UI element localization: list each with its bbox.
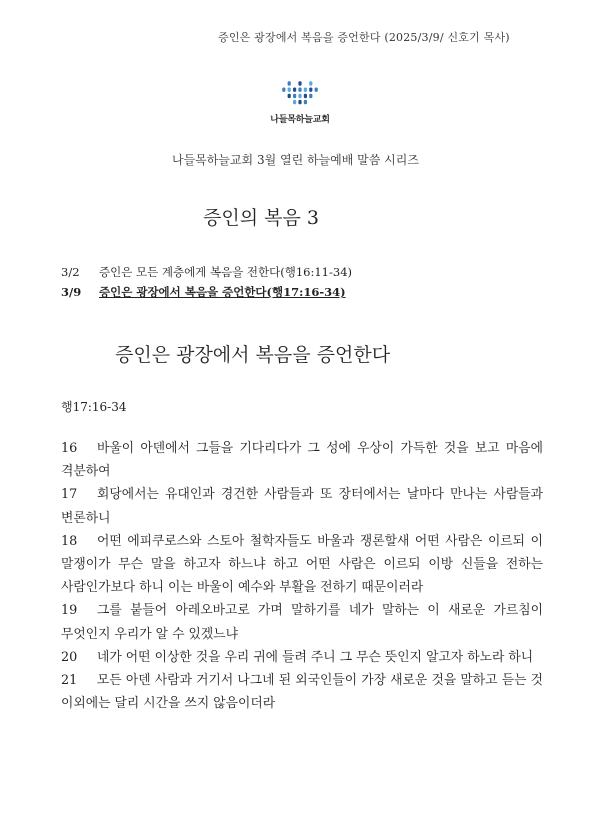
verse-text: 회당에서는 유대인과 경건한 사람들과 또 장터에서는 날마다 만나는 사람들과 변론하니 xyxy=(61,487,543,526)
verse-number: 21 xyxy=(61,673,78,689)
verse-text: 바울이 아덴에서 그들을 기다리다가 그 성에 우상이 가득한 것을 보고 마음에 격분하여 xyxy=(61,441,543,480)
sermon-item xyxy=(61,262,561,282)
verse-text: 모든 아덴 사람과 거기서 나그네 된 외국인들이 가장 새로운 것을 말하고 듣는 것 이외에는 달리 시간을 쓰지 않음이더라 xyxy=(61,673,543,712)
church-logo-dots-icon xyxy=(280,80,320,108)
verse-number: 19 xyxy=(61,603,78,619)
logo-dot xyxy=(298,94,301,98)
verse xyxy=(61,646,543,669)
logo-dot xyxy=(288,81,291,85)
logo-dot xyxy=(304,100,307,104)
verse xyxy=(61,483,543,529)
sermon-item-current xyxy=(61,282,561,302)
scripture-reference: 행17:16-34 xyxy=(61,400,127,414)
sermon-list xyxy=(61,262,561,302)
logo-dot xyxy=(298,81,301,85)
sermon-date: 3/9 xyxy=(61,285,82,299)
church-name: 나들목하늘교회 xyxy=(270,115,330,125)
logo-dot xyxy=(309,81,312,85)
logo-dot xyxy=(293,88,296,92)
series-title: 증인의 복음 3 xyxy=(203,207,319,229)
verse-text: 어떤 에피쿠로스와 스토아 철학자들도 바울과 쟁론할새 어떤 사람은 이르되 이 말쟁이가 무슨 말을 하고자 하느냐 하고 어떤 사람은 이르되 이방 신들을 전하는 사람인가보다 하니 이는 바울이 예수와 부활을 전하기 때문이러라 xyxy=(61,533,543,596)
verse-number: 16 xyxy=(61,441,78,456)
logo-dot xyxy=(298,100,301,104)
logo-dot xyxy=(298,88,301,92)
logo-dot xyxy=(309,94,312,98)
verse-number: 17 xyxy=(61,487,78,503)
logo-dot xyxy=(315,88,318,92)
verse-text: 그를 붙들어 아레오바고로 가며 말하기를 네가 말하는 이 새로운 가르침이 무엇인지 우리가 알 수 있겠느냐 xyxy=(61,603,543,642)
series-subtitle: 나들목하늘교회 3월 열린 하늘예배 말씀 시리즈 xyxy=(172,153,419,167)
verse-text: 네가 어떤 이상한 것을 우리 귀에 들려 주니 그 무슨 뜻인지 알고자 하노라 하니 xyxy=(97,649,534,665)
verse-number: 18 xyxy=(61,533,78,549)
page-header: 증인은 광장에서 복음을 증언한다 (2025/3/9/ 신호기 목사) xyxy=(218,31,510,44)
logo-dot xyxy=(282,88,285,92)
scripture-verses xyxy=(61,437,543,715)
logo-dot xyxy=(288,88,291,92)
sermon-main-title: 증인은 광장에서 복음을 증언한다 xyxy=(115,344,391,366)
verse xyxy=(61,599,543,645)
verse xyxy=(61,530,543,600)
logo-dot xyxy=(288,94,291,98)
sermon-title: 증인은 모든 계층에게 복음을 전한다(행16:11-34) xyxy=(99,265,352,279)
verse-number: 20 xyxy=(61,649,78,665)
sermon-date: 3/2 xyxy=(61,265,80,279)
logo-dot xyxy=(304,88,307,92)
sermon-title: 증인은 광장에서 복음을 증언한다(행17:16-34) xyxy=(99,285,346,299)
logo-dot xyxy=(304,94,307,98)
logo-dot xyxy=(309,88,312,92)
verse xyxy=(61,669,543,715)
verse xyxy=(61,437,543,483)
logo-dot xyxy=(293,100,296,104)
logo-dot xyxy=(293,94,296,98)
church-logo xyxy=(250,80,350,125)
